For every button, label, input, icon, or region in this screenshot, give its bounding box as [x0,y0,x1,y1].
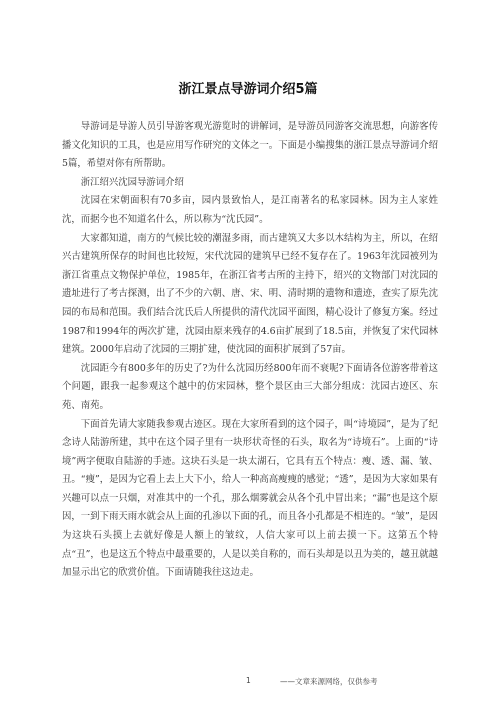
body-paragraph: 下面首先请大家随我参观古迹区。现在大家所看到的这个园子，叫“诗境园”，是为了纪念诗人陆游所建，其中在这个园子里有一块形状奇怪的石头，取名为“诗境石”。上面的“诗境”两字便取自陆游的手迹。这块石头是一块太湖石，它具有五个特点：瘦、透、漏、皱、丑。“瘦”，是因为它看上去上大下小，给人一种高高瘦瘦的感觉；“透”，是因为大家如果有兴趣可以点一只烟，对准其中的一个孔，那么烟雾就会从各个孔中冒出来；“漏”也是这个原因，一到下雨天雨水就会从上面的孔渗以下面的孔，而且各小孔都是不相连的。“皱”，是因为这块石头摸上去就好像是人额上的皱纹，人信大家可以上前去摸一下。这第五个特点“丑”，也是这五个特点中最重要的，人是以美自称的，而石头却是以丑为美的，越丑就越加显示出它的欣赏价值。下面请随我往这边走。 [62,418,438,579]
section-heading: 浙江绍兴沈园导游词介绍 [80,176,184,188]
document-title: 浙江景点导游词介绍5篇 [178,82,318,97]
page-number: 1 [246,676,251,685]
document-body [62,118,438,583]
body-paragraph: 沈园距今有800多年的历史了?为什么沈园历经800年而不衰呢?下面请各位游客带着这个问题，跟我一起参观这个越中的仿宋园林，整个景区由三大部分组成：沈园古迹区、东苑、南苑。 [62,362,438,411]
body-paragraph: 大家都知道，南方的气候比较的潮湿多雨，而古建筑又大多以木结构为主，所以，在绍兴古建筑所保存的时间也比较短，宋代沈园的建筑早已经不复存在了。1963年沈园被列为浙江省重点文物保护单位，1985年，在浙江省考古所的主持下，绍兴的文物部门对沈园的遗址进行了考古探测，出了不少的六朝、唐、宋、明、清时期的遗物和遗迹，查实了原先沈园的布局和范围。我们结合沈氏后人所提供的清代沈园平面图，精心设计了修复方案。经过1987和1994年的两次扩建，沈园由原来残存的4.6亩扩展到了18.5亩，并恢复了宋代园林建筑。2000年启动了沈园的三期扩建，使沈园的面积扩展到了57亩。 [62,232,438,356]
intro-paragraph: 导游词是导游人员引导游客观光游览时的讲解词，是导游员同游客交流思想，向游客传播文化知识的工具，也是应用写作研究的文体之一。下面是小编搜集的浙江景点导游词介绍5篇，希望对你有所帮助。 [62,121,438,170]
source-note: ——文章来源网络，仅供参考 [280,677,378,686]
body-paragraph: 沈园在宋朝面积有70多亩，园内景致怡人，是江南著名的私家园林。因为主人家姓沈，而据今也不知道名什么，所以称为“沈氏园”。 [62,195,438,225]
